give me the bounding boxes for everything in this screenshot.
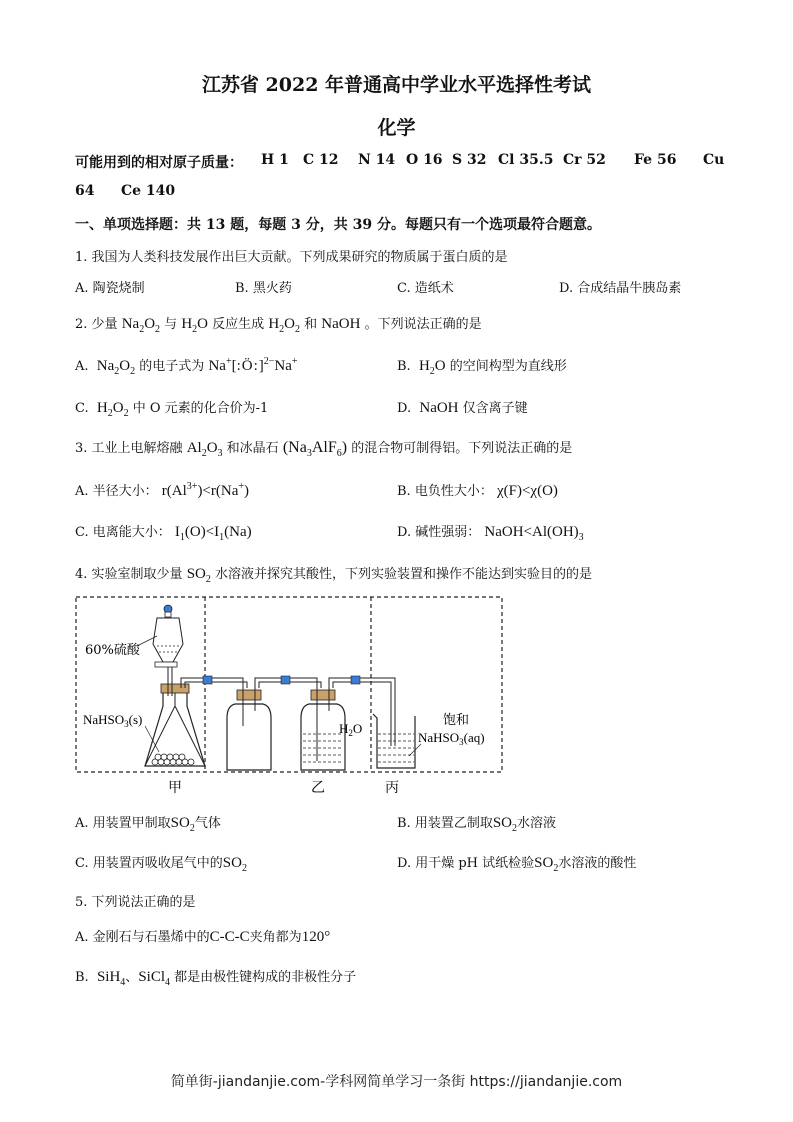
section-heading: 一、单项选择题：共 13 题，每题 3 分，共 39 分。每题只有一个选项最符合题意。	[75, 217, 601, 233]
label-yi: 乙	[311, 780, 325, 796]
footer-watermark: 简单街-jiandanjie.com-学科网简单学习一条街 https://jiandanjie.com	[170, 1074, 623, 1090]
exam-title: 江苏省 2022 年普通高中学业水平选择性考试	[201, 74, 592, 96]
q5-option-a: A. 金刚石与石墨烯中的C-C-C夹角都为120°	[75, 929, 331, 945]
mass-c: C 12	[303, 152, 339, 168]
mass-cl: Cl 35.5	[498, 152, 554, 168]
q4-option-a: A. 用装置甲制取$SO_2$气体	[75, 815, 221, 834]
q4-stem: 4. 实验室制取少量 $SO_2$ 水溶液并探究其酸性，下列实验装置和操作不能达到实验目的的是	[75, 566, 593, 585]
mass-cr: Cr 52	[563, 152, 606, 168]
q5-option-b: B. SiH$_4$、SiCl$_4$ 都是由极性键构成的非极性分子	[75, 969, 357, 988]
mass-o: O 16	[406, 152, 443, 168]
mass-ce: Ce 140	[121, 183, 176, 199]
q2-stem: 2. 少量 $Na_2O_2$ 与 $H_2O$ 反应生成 $H_2O_2$ 和 NaOH 。下列说法正确的是	[75, 316, 482, 335]
q3-option-d: D. 碱性强弱： $NaOH<Al(OH)_3$	[397, 524, 584, 543]
apparatus-frame	[76, 597, 502, 772]
atomic-mass-label: 可能用到的相对原子质量：	[75, 155, 243, 171]
q3-option-a: A. 半径大小： $r(Al^{3+})<r(Na^+)$	[75, 481, 250, 499]
label-water: $H_2O$	[339, 721, 363, 738]
q2-option-d: D. NaOH 仅含离子键	[397, 400, 528, 416]
mass-n: N 14	[358, 152, 396, 168]
mass-cu: Cu	[703, 152, 725, 168]
q3-option-b: B. 电负性大小： χ(F)<χ(O)	[397, 483, 558, 499]
q1-option-c: C. 造纸术	[397, 281, 454, 296]
label-jia: 甲	[168, 780, 182, 796]
subject-title: 化学	[377, 117, 416, 139]
mass-h: H 1	[261, 152, 289, 168]
label-solid: NaHSO$_3$(s)	[83, 712, 143, 729]
q2-option-b: B. $H_2O$ 的空间构型为直线形	[397, 358, 567, 377]
q5-stem: 5. 下列说法正确的是	[75, 895, 196, 910]
beaker	[373, 714, 415, 768]
label-saturated: 饱和	[443, 713, 470, 728]
q1-option-b: B. 黑火药	[235, 281, 292, 296]
q1-option-d: D. 合成结晶牛胰岛素	[559, 281, 682, 296]
apparatus-diagram	[75, 596, 505, 796]
q1-stem: 1. 我国为人类科技发展作出巨大贡献。下列成果研究的物质属于蛋白质的是	[75, 250, 508, 265]
label-sat-solution: NaHSO$_3$(aq)	[418, 730, 485, 747]
q3-stem: 3. 工业上电解熔融 $Al_2O_3$ 和冰晶石 $(Na_3AlF_6)$ 的混合物可制得铝。下列说法正确的是	[75, 439, 573, 460]
q1-option-a: A. 陶瓷烧制	[75, 281, 145, 296]
q2-option-a: A. $Na_2O_2$ 的电子式为 Na+[:Ö:]$^{2-}$Na+	[75, 356, 298, 377]
separatory-funnel	[153, 605, 183, 696]
q2-option-c: C. $H_2O_2$ 中 O 元素的化合价为-1	[75, 400, 269, 419]
label-bing: 丙	[385, 780, 399, 796]
mass-fe: Fe 56	[634, 152, 677, 168]
conical-flask	[145, 684, 205, 766]
mass-cu-value: 64	[75, 183, 95, 199]
mass-s: S 32	[452, 152, 487, 168]
q4-option-c: C. 用装置丙吸收尾气中的$SO_2$	[75, 855, 247, 874]
q4-option-b: B. 用装置乙制取$SO_2$水溶液	[397, 815, 557, 834]
q3-option-c: C. 电离能大小： $I_1(O)<I_1(Na)$	[75, 524, 252, 543]
q4-option-d: D. 用干燥 pH 试纸检验$SO_2$水溶液的酸性	[397, 855, 637, 874]
empty-bottle	[227, 688, 271, 770]
label-acid: 60%硫酸	[85, 643, 140, 658]
